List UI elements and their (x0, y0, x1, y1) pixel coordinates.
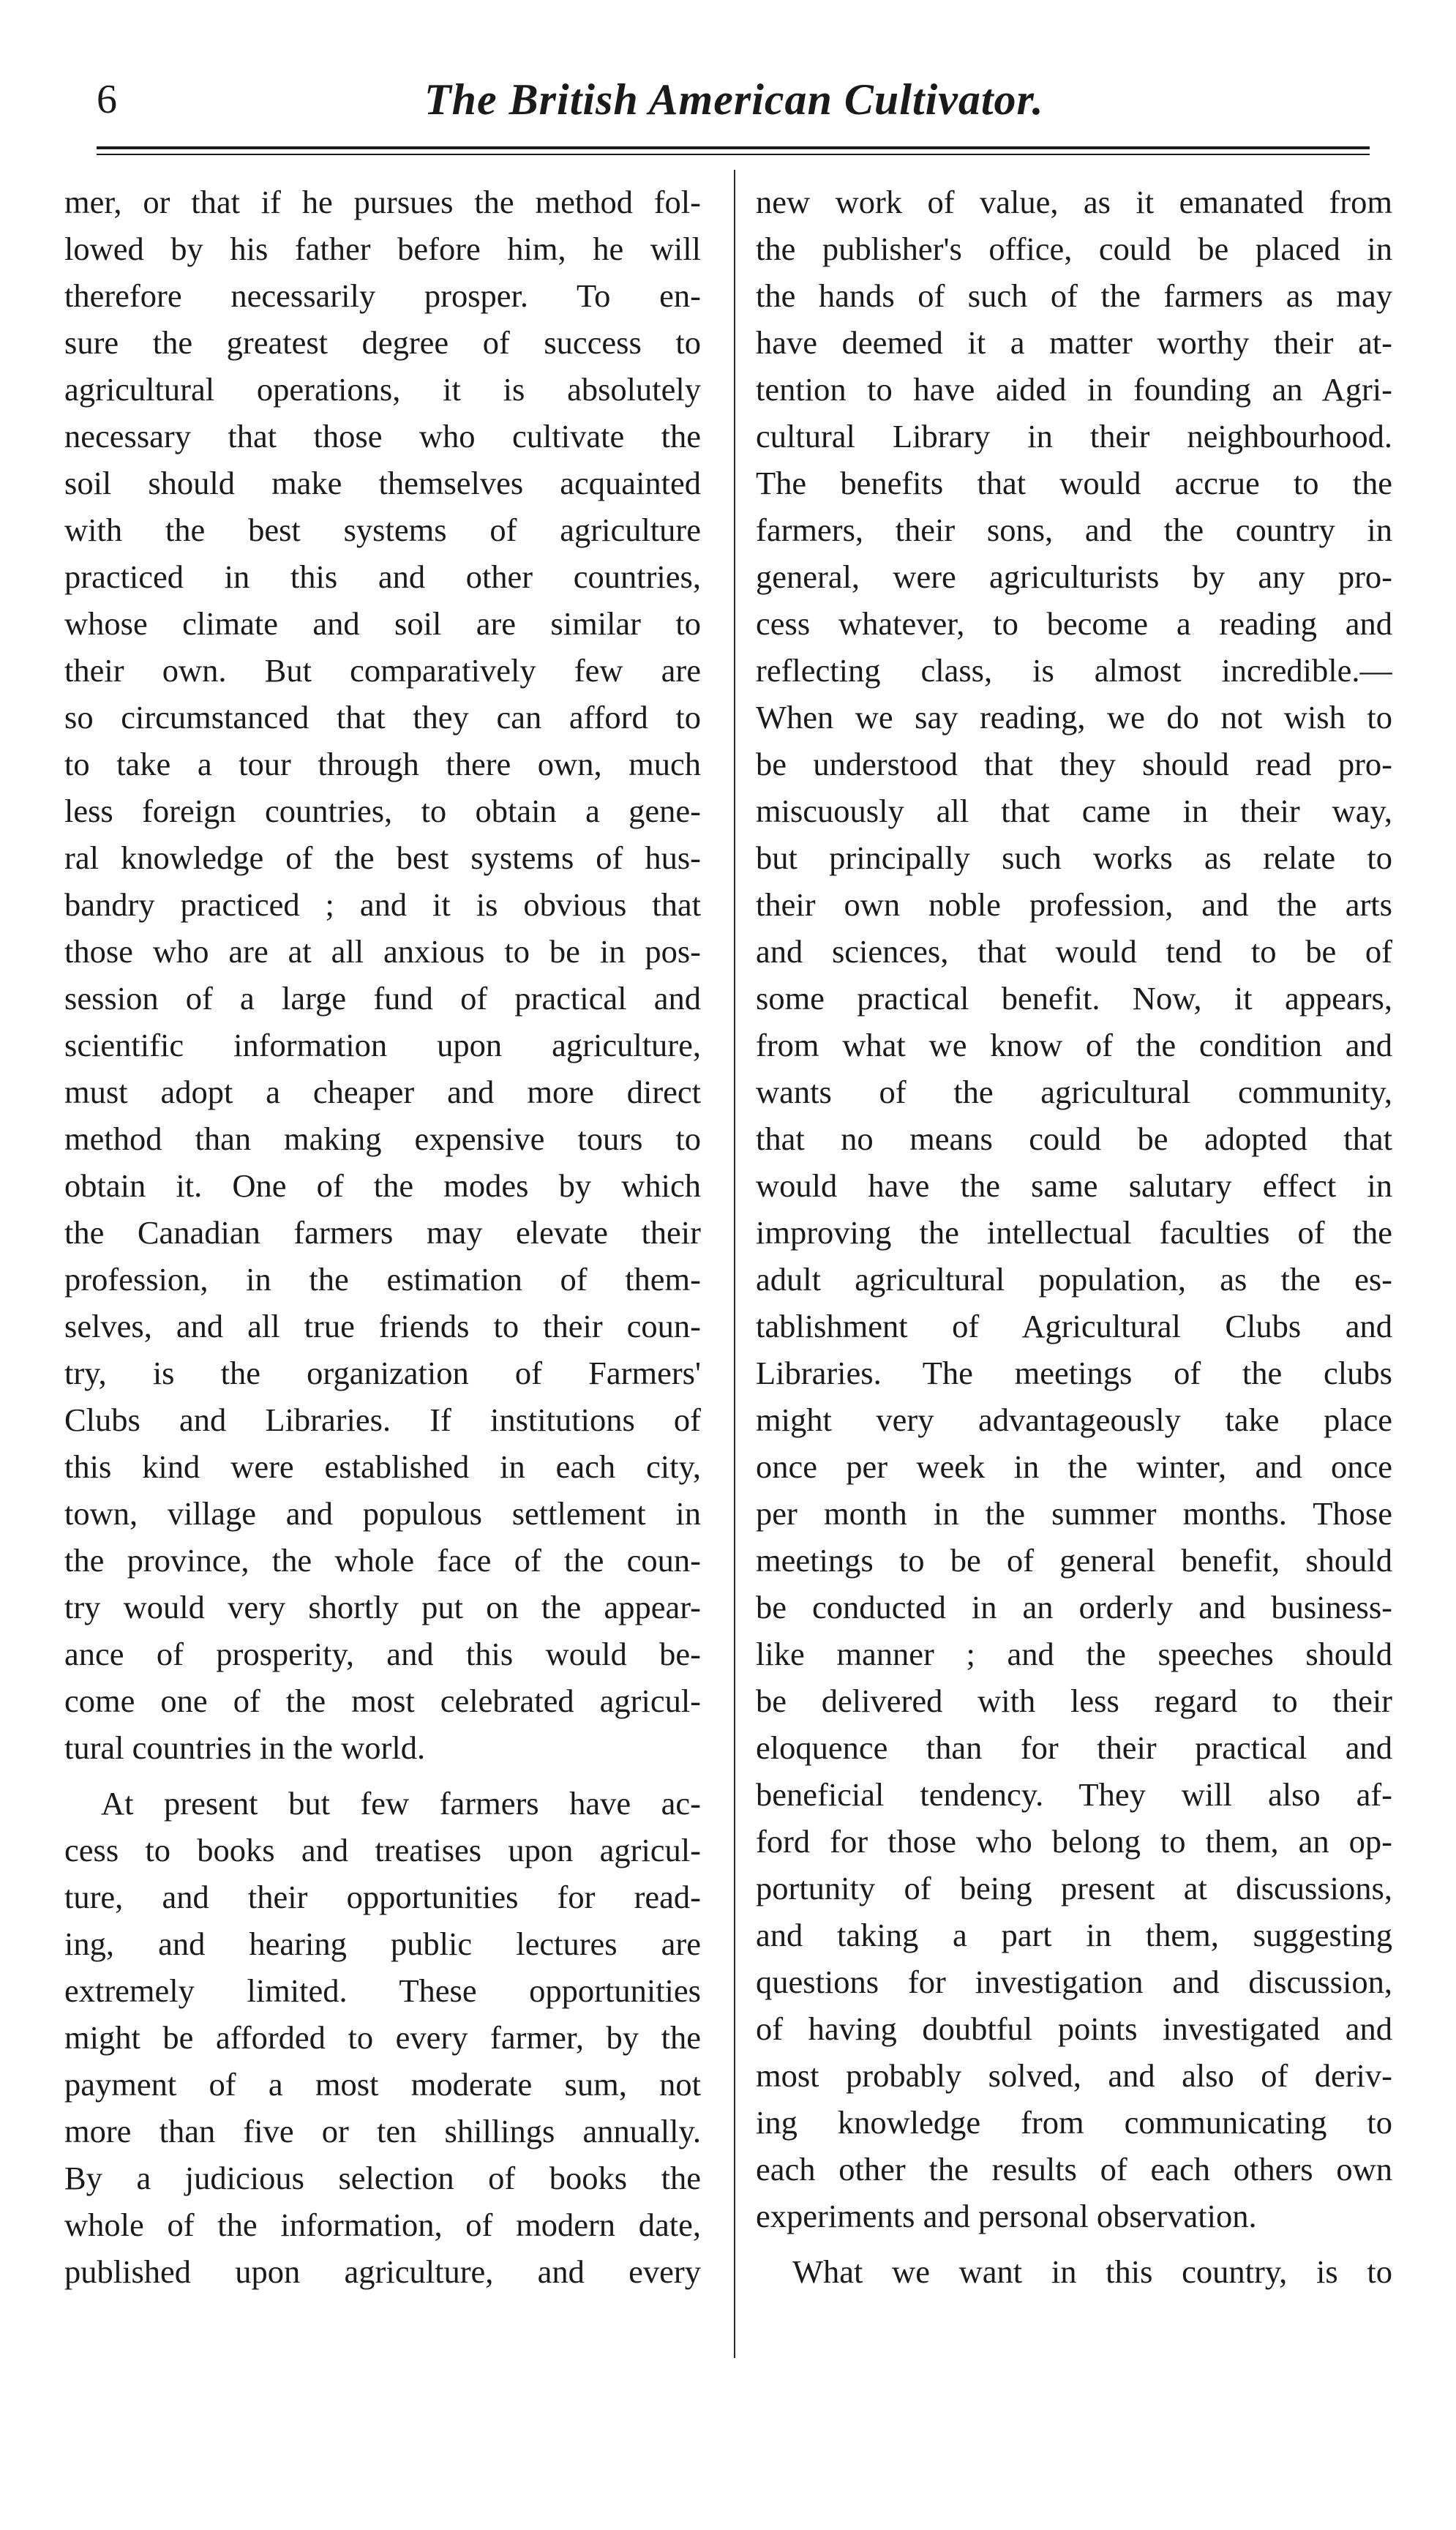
text-line: practiced in this and other countries, (64, 558, 701, 595)
text-line: Clubs and Libraries. If institutions of (64, 1401, 701, 1438)
text-line: necessary that those who cultivate the (64, 418, 701, 454)
text-line: come one of the most celebrated agricul- (64, 1683, 701, 1719)
text-line: ance of prosperity, and this would be- (64, 1636, 701, 1672)
text-line: general, were agriculturists by any pro- (756, 558, 1392, 595)
text-line: their own noble profession, and the arts (756, 886, 1392, 923)
text-line: sure the greatest degree of success to (64, 324, 701, 361)
text-line: experiments and personal observation. (756, 2198, 1257, 2234)
text-line: the Canadian farmers may elevate their (64, 1214, 701, 1251)
text-line: extremely limited. These opportunities (64, 1972, 701, 2009)
text-line: so circumstanced that they can afford to (64, 699, 701, 736)
text-line: portunity of being present at discussions, (756, 1870, 1392, 1906)
text-line: more than five or ten shillings annually. (64, 2113, 701, 2149)
text-line: payment of a most moderate sum, not (64, 2066, 701, 2103)
text-line: the publisher's office, could be placed in (756, 231, 1392, 267)
text-line: ing knowledge from communicating to (756, 2104, 1392, 2141)
text-line: be conducted in an orderly and business- (756, 1589, 1392, 1625)
text-line: less foreign countries, to obtain a gene- (64, 793, 701, 829)
text-line: eloquence than for their practical and (756, 1729, 1392, 1766)
text-line: selves, and all true friends to their coun- (64, 1308, 701, 1344)
text-line: of having doubtful points investigated and (756, 2010, 1392, 2047)
text-line: whole of the information, of modern date, (64, 2207, 701, 2243)
left-column (64, 179, 701, 2295)
text-line: agricultural operations, it is absolutely (64, 371, 701, 408)
text-line: beneficial tendency. They will also af- (756, 1776, 1392, 1813)
text-line: but principally such works as relate to (756, 839, 1392, 876)
text-line: obtain it. One of the modes by which (64, 1167, 701, 1204)
text-line: questions for investigation and discussion, (756, 1964, 1392, 2000)
text-line: therefore necessarily prosper. To en- (64, 277, 701, 314)
text-line: The benefits that would accrue to the (756, 465, 1392, 501)
text-line: and taking a part in them, suggesting (756, 1917, 1392, 1953)
text-line: farmers, their sons, and the country in (756, 512, 1392, 548)
text-line: would have the same salutary effect in (756, 1167, 1392, 1204)
text-line: must adopt a cheaper and more direct (64, 1074, 701, 1110)
text-line: town, village and populous settlement in (64, 1495, 701, 1532)
text-line: ing, and hearing public lectures are (64, 1925, 701, 1962)
header-rule-thin (97, 154, 1370, 155)
right-column (756, 179, 1392, 2295)
text-line: method than making expensive tours to (64, 1120, 701, 1157)
text-line: those who are at all anxious to be in pos- (64, 933, 701, 970)
text-line: like manner ; and the speeches should (756, 1636, 1392, 1672)
text-line: from what we know of the condition and (756, 1027, 1392, 1063)
text-line: be understood that they should read pro- (756, 746, 1392, 782)
running-title: The British American Cultivator. (424, 75, 1044, 124)
text-line: once per week in the winter, and once (756, 1448, 1392, 1485)
text-line: What we want in this country, is to (792, 2253, 1392, 2290)
text-line: wants of the agricultural community, (756, 1074, 1392, 1110)
text-line: to take a tour through there own, much (64, 746, 701, 782)
text-line: cultural Library in their neighbourhood. (756, 418, 1392, 454)
text-line: When we say reading, we do not wish to (756, 699, 1392, 736)
text-line: tural countries in the world. (64, 1729, 426, 1766)
text-line: ture, and their opportunities for read- (64, 1879, 701, 1915)
text-line: scientific information upon agriculture, (64, 1027, 701, 1063)
text-line: that no means could be adopted that (756, 1120, 1392, 1157)
text-line: per month in the summer months. Those (756, 1495, 1392, 1532)
text-line: miscuously all that came in their way, (756, 793, 1392, 829)
text-line: try, is the organization of Farmers' (64, 1355, 701, 1391)
text-line: and sciences, that would tend to be of (756, 933, 1392, 970)
text-line: the hands of such of the farmers as may (756, 277, 1392, 314)
text-line: some practical benefit. Now, it appears, (756, 980, 1392, 1017)
text-line: might very advantageously take place (756, 1401, 1392, 1438)
text-line: published upon agriculture, and every (64, 2253, 701, 2290)
text-line: cess to books and treatises upon agricul- (64, 1832, 701, 1868)
text-line: ford for those who belong to them, an op- (756, 1823, 1392, 1860)
text-line: reflecting class, is almost incredible.— (756, 652, 1392, 689)
text-line: adult agricultural population, as the es- (756, 1261, 1392, 1298)
text-line: At present but few farmers have ac- (101, 1785, 701, 1822)
text-line: By a judicious selection of books the (64, 2160, 701, 2196)
text-line: session of a large fund of practical and (64, 980, 701, 1017)
text-line: be delivered with less regard to their (756, 1683, 1392, 1719)
text-line: tablishment of Agricultural Clubs and (756, 1308, 1392, 1344)
paragraph-gap (64, 1771, 701, 1780)
text-line: have deemed it a matter worthy their at- (756, 324, 1392, 361)
text-line: new work of value, as it emanated from (756, 184, 1392, 220)
text-line: tention to have aided in founding an Agri- (756, 371, 1392, 408)
text-line: ral knowledge of the best systems of hus- (64, 839, 701, 876)
text-line: with the best systems of agriculture (64, 512, 701, 548)
text-line: mer, or that if he pursues the method fol- (64, 184, 701, 220)
text-line: soil should make themselves acquainted (64, 465, 701, 501)
text-line: each other the results of each others own (756, 2151, 1392, 2187)
text-line: try would very shortly put on the appear- (64, 1589, 701, 1625)
text-line: might be afforded to every farmer, by the (64, 2019, 701, 2056)
text-line: most probably solved, and also of deriv- (756, 2057, 1392, 2094)
header-rule (97, 146, 1370, 149)
paragraph-gap (756, 2239, 1392, 2248)
column-divider (734, 170, 735, 2358)
text-line: profession, in the estimation of them- (64, 1261, 701, 1298)
text-line: meetings to be of general benefit, should (756, 1542, 1392, 1579)
text-line: improving the intellectual faculties of the (756, 1214, 1392, 1251)
text-line: lowed by his father before him, he will (64, 231, 701, 267)
text-line: Libraries. The meetings of the clubs (756, 1355, 1392, 1391)
text-line: whose climate and soil are similar to (64, 605, 701, 642)
text-line: cess whatever, to become a reading and (756, 605, 1392, 642)
text-line: their own. But comparatively few are (64, 652, 701, 689)
page-number: 6 (97, 77, 117, 122)
text-line: this kind were established in each city, (64, 1448, 701, 1485)
text-line: bandry practiced ; and it is obvious that (64, 886, 701, 923)
text-line: the province, the whole face of the coun- (64, 1542, 701, 1579)
